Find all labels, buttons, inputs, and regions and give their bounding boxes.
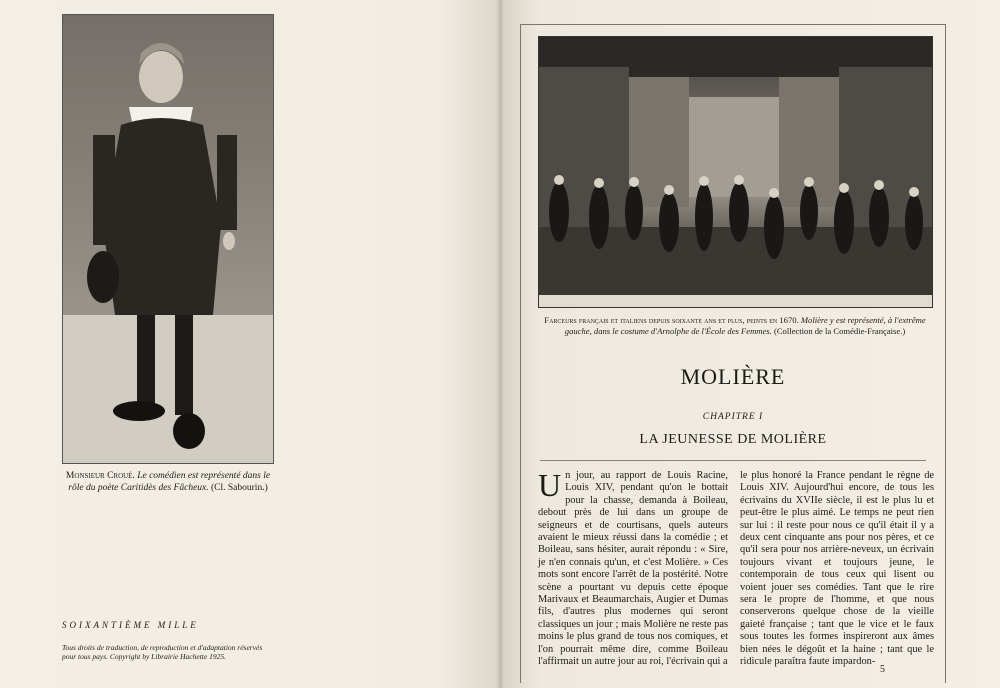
farceurs-painting	[538, 36, 933, 308]
column-1-text: n jour, au rapport de Louis Racine, Louis XIV, pendant qu'on le bottait pour la chasse, demanda à Boileau, debout près de lui dans un groupe de seigneurs et de courtisans, quels auteurs avaient le mieux réussi dans la comédie ; et Boileau, sans hésiter, aurait répondu : « Sire, je n'en connais qu'un, et c'est Molière. » Ces mots sont encore l'arrêt de la postérité. Notre scène a pourtant vu depuis cette époque Marivaux et Beaumarchais, Augier et Dumas fils, d'autres plus modernes qui seront classiques un jour ; mais Molière ne reste pas moins le plus grand de tous nos comiques, et l'on pourrait même dire, comme Boileau l'affirmait un autre jour au roi, l'écrivain qui a	[538, 470, 728, 668]
text-column-1	[538, 467, 728, 669]
book-title: MOLIÈRE	[680, 364, 786, 389]
copyright-notice: Tous droits de traduction, de reproduction et d'adaptation réservés pour tous pays. Copyright by Librairie Hachette 1925.	[62, 643, 263, 661]
photo-caption	[62, 470, 274, 494]
chapter-label: CHAPITRE I	[702, 412, 764, 422]
chapter-title: LA JEUNESSE DE MOLIÈRE	[639, 432, 827, 447]
actor-photograph	[62, 14, 274, 464]
caption-text: Le comédien est représenté dans le rôle du poète Caritidès des Fâcheux.	[68, 471, 271, 493]
caption-credit: (Cl. Sabourin.)	[211, 483, 268, 493]
painting-caption-credit: (Collection de la Comédie-Française.)	[773, 326, 906, 336]
text-column-2	[740, 470, 934, 669]
painting-caption-lead: Farceurs français et italiens depuis soixante ans et plus, peints en 1670.	[544, 315, 799, 325]
column-2-text: le plus honoré la France pendant le règne de Louis XIV. Aujourd'hui encore, de tous les écrivains du XVIIe siècle, il est le plus lu et peut-être le plus aimé. Le temps ne peut rien sur lui : il reste pour nous ce qu'il était il y a deux cent cinquante ans pour nos pères, et ce qu'il sera pour nos arrière-neveux, un écrivain toujours vivant et toujours jeune, le contemporain de tous ceux qui lisent ou voient jouer ses comédies. Tant que le rire sera le propre de l'homme, et que nous conserverons quelque chose de la vieille gaieté française ; tant que le vice et le faux sous toutes les formes inspireront aux âmes bien nées le dégoût et la haine ; tant que le ridicule paraîtra faute impardon-	[740, 470, 934, 668]
edition-note: SOIXANTIÈME MILLE	[62, 620, 199, 630]
book-gutter	[496, 0, 504, 688]
painting-caption-text: Molière y est représenté, à l'extrême gauche, dans le costume d'Arnolphe de l'École des Femmes.	[564, 315, 926, 336]
caption-name: Monsieur Croué.	[65, 471, 135, 481]
painting-caption	[534, 315, 936, 337]
title-rule	[540, 460, 926, 461]
drop-cap: U	[538, 467, 562, 503]
page-number: 5	[880, 664, 885, 675]
